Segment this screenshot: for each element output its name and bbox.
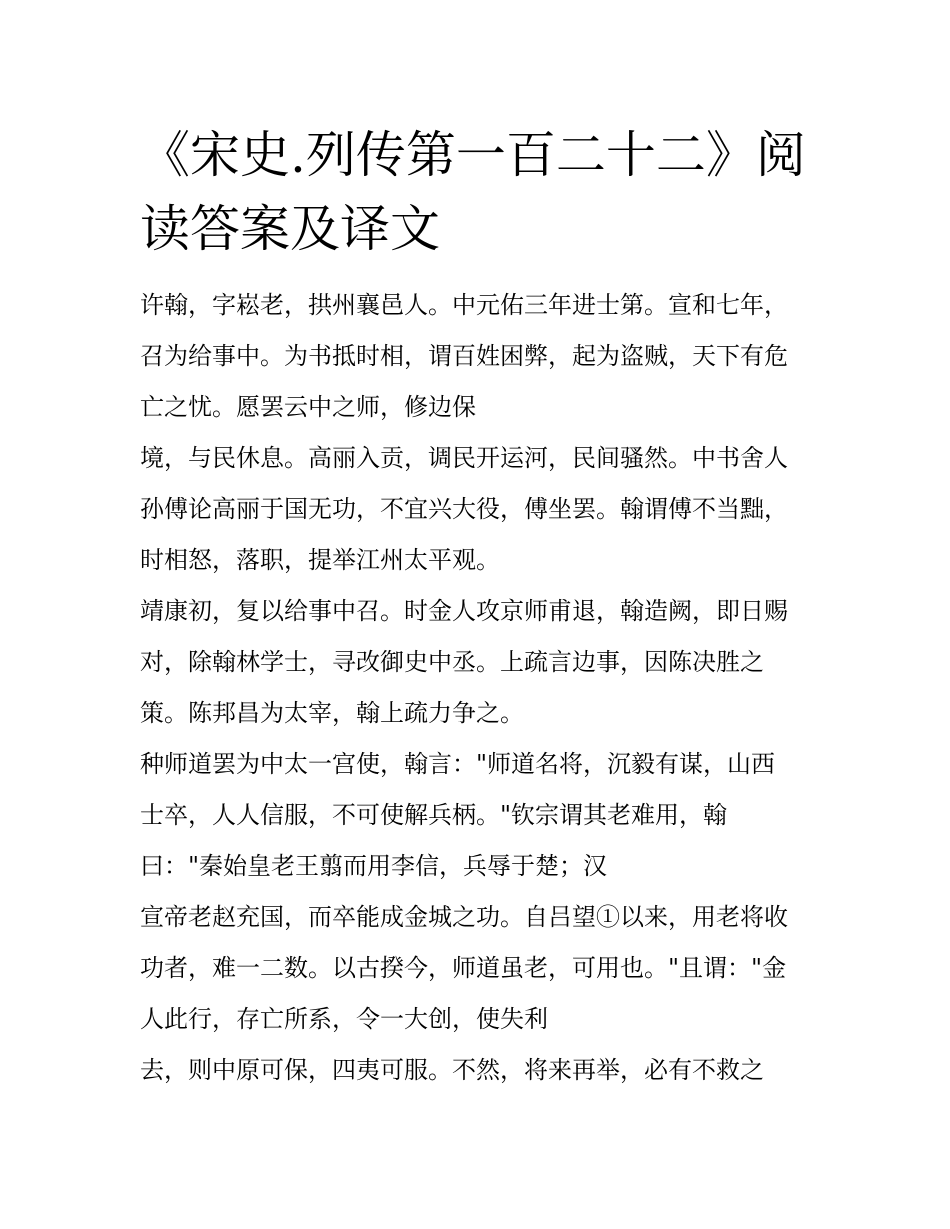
- document-title: [140, 118, 820, 266]
- text-line: 功者，难一二数。以古揆今，师道虽老，可用也。"且谓："金: [140, 954, 787, 982]
- text-line: 召为给事中。为书抵时相，谓百姓困弊，起为盗贼，天下有危: [140, 342, 788, 370]
- text-line: 许翰，字崧老，拱州襄邑人。中元佑三年进士第。宣和七年，: [140, 291, 788, 319]
- title-line-1: 《宋史.列传第一百二十二》阅: [140, 126, 806, 184]
- text-line: 人此行，存亡所系，令一大创，使失利: [140, 1005, 548, 1033]
- title-line-2: 读答案及译文: [140, 200, 440, 258]
- text-line: 宣帝老赵充国，而卒能成金城之功。自吕望①以来，用老将收: [140, 903, 788, 931]
- text-line: 靖康初，复以给事中召。时金人攻京师甫退，翰造阙，即日赐: [140, 597, 788, 625]
- text-line: 境，与民休息。高丽入贡，调民开运河，民间骚然。中书舍人: [140, 444, 788, 472]
- text-line: 亡之忧。愿罢云中之师，修边保: [140, 393, 476, 421]
- text-line: 去，则中原可保，四夷可服。不然，将来再举，必有不救之: [140, 1056, 764, 1084]
- text-line: 曰："秦始皇老王翦而用李信，兵辱于楚；汉: [140, 852, 608, 880]
- text-line: 士卒，人人信服，不可使解兵柄。"钦宗谓其老难用，翰: [140, 801, 728, 829]
- text-line: 孙傅论高丽于国无功，不宜兴大役，傅坐罢。翰谓傅不当黜，: [140, 495, 788, 523]
- body-text: [140, 280, 820, 1096]
- text-line: 种师道罢为中太一宫使，翰言："师道名将，沉毅有谋，山西: [140, 750, 776, 778]
- text-line: 策。陈邦昌为太宰，翰上疏力争之。: [140, 699, 524, 727]
- text-line: 时相怒，落职，提举江州太平观。: [140, 546, 500, 574]
- text-line: 对，除翰林学士，寻改御史中丞。上疏言边事，因陈决胜之: [140, 648, 764, 676]
